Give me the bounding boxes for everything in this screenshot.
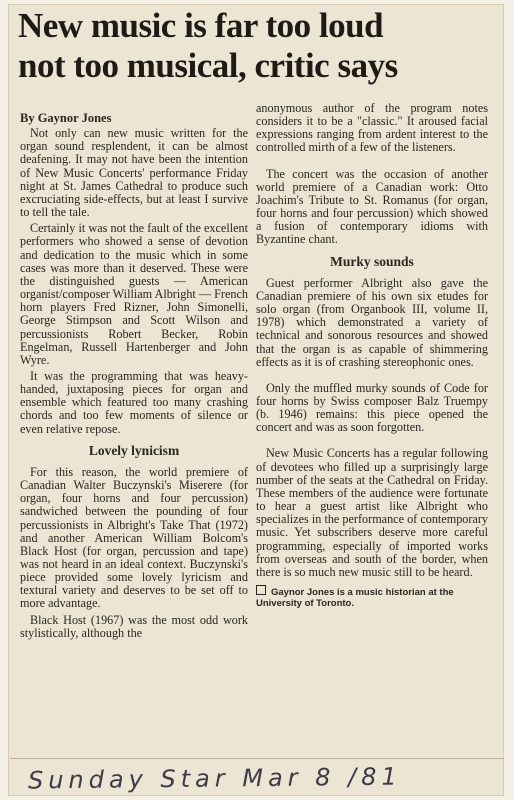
article-headline: [18, 6, 498, 86]
paragraph: Not only can new music written for the organ sound resplendent, it can be almost deafening. It may not have been the intention of New Music Concerts' performance Friday night at St. James Cathedral to produce such excruciating side-effects, but at least I survive to tell the tale.: [20, 126, 248, 220]
handwritten-source-note: Sunday Star Mar 8 /81: [27, 762, 402, 795]
square-bullet-icon: [256, 585, 266, 595]
paragraph: Black Host (1967) was the most odd work stylistically, although the: [20, 612, 248, 640]
right-column: [256, 102, 488, 609]
paragraph: Only the muffled murky sounds of Code for four horns by Swiss composer Balz Truempy (b. 1946) remains: this piece opened the concert and was as soon forgotten.: [256, 380, 488, 435]
subheading-lovely-lynicism: Lovely lynicism: [88, 442, 180, 458]
paragraph: New Music Concerts has a regular following of devotees who filled up a surprisingly large number of the seats at the Cathedral on Friday. These members of the audience were fortunate to hear a guest artist like Albright who specializes in the performance of contemporary music. Yet subscribers deserve more careful programming, especially of imported works from overseas and south of the border, when there is so much new music still to be heard.: [256, 446, 488, 579]
paragraph: It was the programming that was heavy-handed, juxtaposing pieces for organ and ensemble which featured too many crashing chords and too few moments of silence or even relative repose.: [20, 368, 248, 436]
author-credit-text: Gaynor Jones is a music historian at the University of Toronto.: [256, 587, 454, 609]
paragraph: Certainly it was not the fault of the excellent performers who showed a sense of devotion and dedication to the music which in some cases was more than it deserved. These were the distinguished guests — American organist/composer William Albright — French horn players Fred Rizner, John Simonelli, George Stimpson and Scott Wilson and percussionists Robert Becker, Robin Engelman, Russell Hartenberger and John Wyre.: [20, 221, 248, 367]
byline: By Gaynor Jones: [20, 111, 112, 125]
headline-line-2: not too musical, critic says: [18, 46, 398, 85]
paragraph: anonymous author of the program notes considers it to be a "classic." It aroused facial expressions ranging from ardent interest to the controlled mirth of a few of the listeners.: [256, 101, 488, 155]
headline-line-1: New music is far too loud: [18, 6, 384, 45]
paragraph: For this reason, the world premiere of Canadian Walter Buczynski's Miserere (for organ, four horns and four percussion) sandwiched between the pounding of four percussionists in Albright's Take That (1972) and another American William Bolcom's Black Host (for organ, percussion and tape) was not heard in an ideal context. Buczynski's piece provided some lovely lyricism and textural variety and deserves to be set off to more advantage.: [20, 464, 248, 611]
author-credit: [256, 585, 488, 609]
clipping-bottom-edge: [10, 758, 504, 759]
subheading-murky-sounds: Murky sounds: [330, 253, 414, 269]
left-column: [20, 112, 248, 643]
paragraph: Guest performer Albright also gave the Canadian premiere of his own six etudes for solo organ (from Organbook III, volume II, 1978) which demonstrated a variety of technical and sonorous resources and showed that the organ is as capable of shimmering effects as it is of crashing stereophonic ones.: [256, 275, 488, 369]
paragraph: The concert was the occasion of another world premiere of a Canadian work: Otto Joachim's Tribute to St. Romanus (for organ, four horns and four percussion) which showed a fusion of contemporary idioms with Byzantine chant.: [256, 166, 488, 247]
